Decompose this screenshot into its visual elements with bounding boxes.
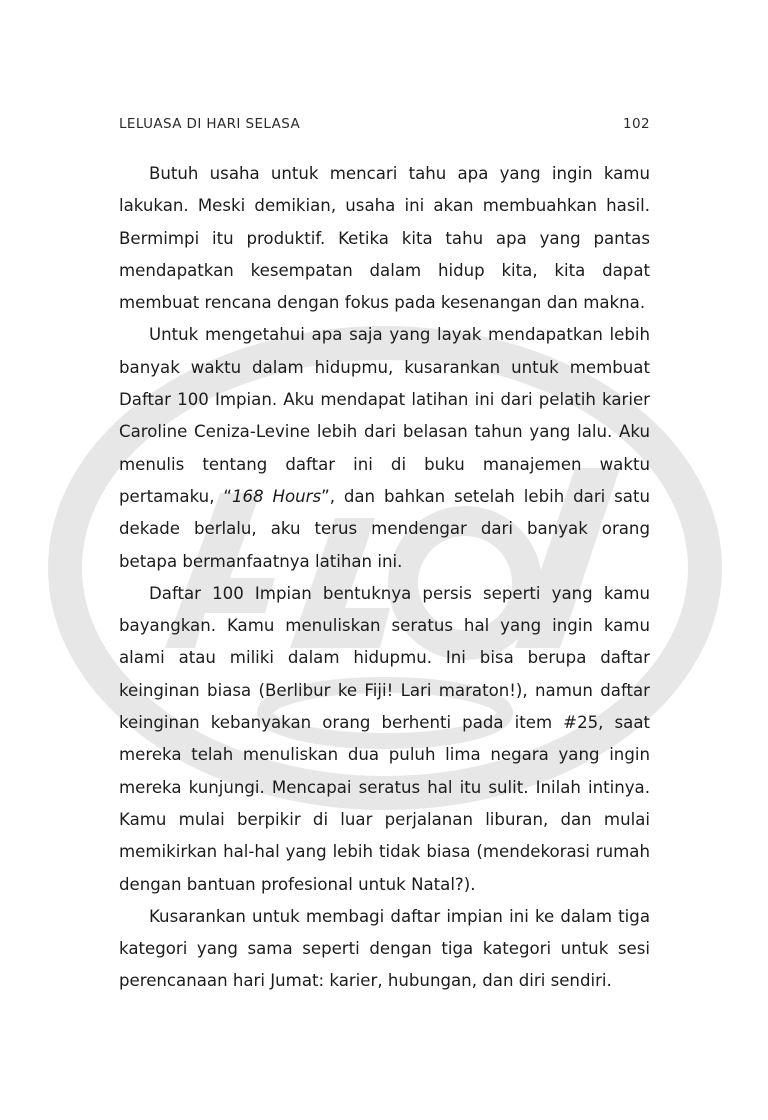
paragraph-3: Daftar 100 Impian bentuknya persis seperti yang kamu bayangkan. Kamu menuliskan seratus hal yang ingin kamu alami atau miliki dalam hidupmu. Ini bisa berupa daftar keinginan biasa (Berlibur ke Fiji! Lari maraton!), namun daftar keinginan kebanyakan orang berhenti pada item #25, saat mereka telah menuliskan dua puluh lima negara yang ingin mereka kunjungi. Mencapai seratus hal itu sulit. Inilah intinya. Kamu mulai berpikir di luar perjalanan liburan, dan mulai memikirkan hal-hal yang lebih tidak biasa (mendekorasi rumah dengan bantuan profesional untuk Natal?). (119, 583, 650, 894)
book-title-italic: 168 Hours (231, 486, 322, 506)
paragraph-1: Butuh usaha untuk mencari tahu apa yang ingin kamu lakukan. Meski demikian, usaha ini akan membuahkan hasil. Bermimpi itu produktif. Ketika kita tahu apa yang pantas mendapatkan kesempatan dalam hidup kita, kita dapat membuat rencana dengan fokus pada kesenangan dan makna. (119, 164, 650, 313)
paragraph-4: Kusarankan untuk membagi daftar impian ini ke dalam tiga kategori yang sama seperti dengan tiga kategori untuk sesi perencanaan hari Jumat: karier, hubungan, dan diri sendiri. (119, 906, 650, 991)
paragraph-2-text-end: ”, dan bahkan setelah lebih dari satu dekade berlalu, aku terus mendengar dari banyak orang betapa bermanfaatnya latihan ini. (119, 486, 650, 571)
running-title: LELUASA DI HARI SELASA (119, 116, 301, 132)
paragraph-2-text-start: Untuk mengetahui apa saja yang layak mendapatkan lebih banyak waktu dalam hidupmu, kusarankan untuk membuat Daftar 100 Impian. Aku mendapat latihan ini dari pelatih karier Caroline Ceniza-Levine lebih dari belasan tahun yang lalu. Aku menulis tentang daftar ini di buku manajemen waktu pertamaku, “ (119, 325, 650, 506)
body-text (119, 158, 650, 998)
page-number: 102 (623, 116, 650, 132)
paragraph-2 (119, 319, 650, 577)
running-head (119, 116, 650, 136)
